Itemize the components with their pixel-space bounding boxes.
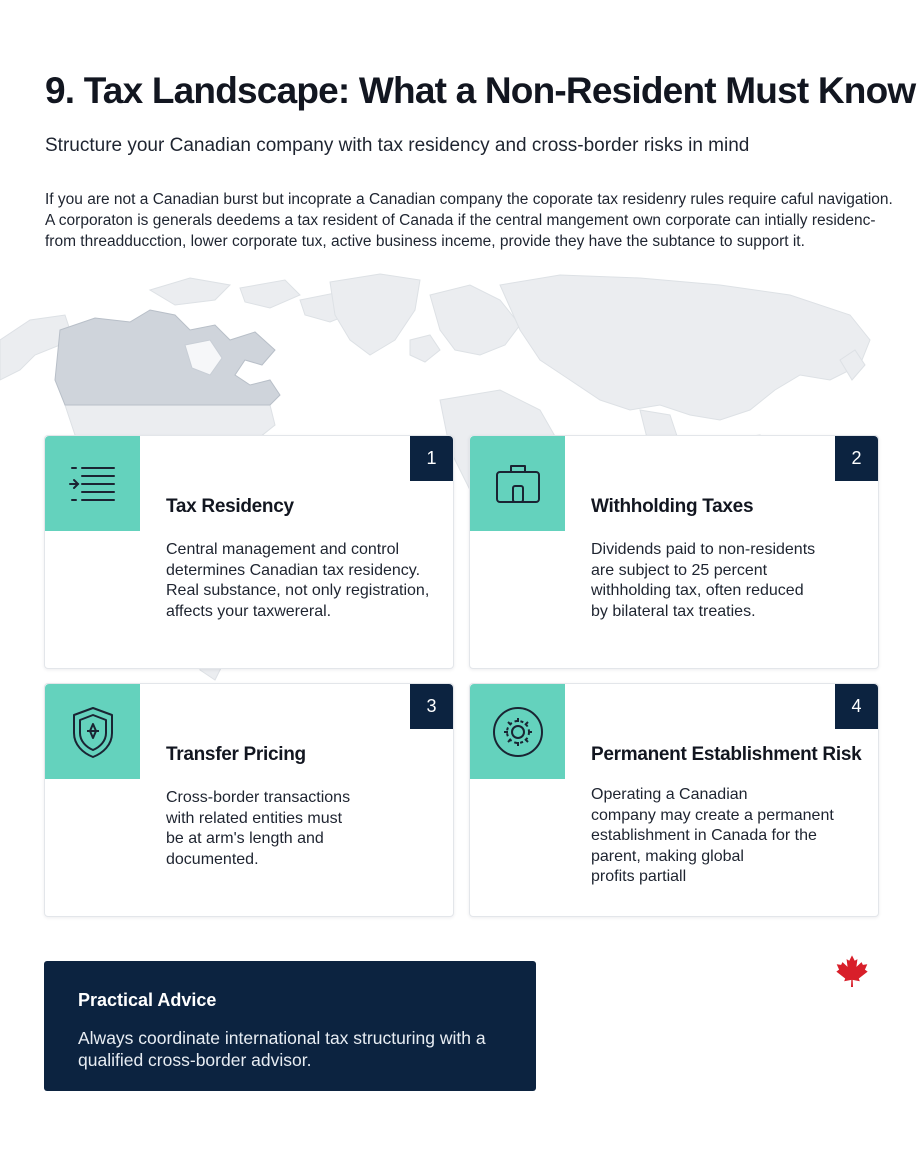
gear-icon xyxy=(491,705,545,759)
card-text-line: affects your taxwereral. xyxy=(166,602,332,620)
card-tax-residency xyxy=(44,435,454,669)
briefcase-icon xyxy=(494,462,542,506)
advice-title: Practical Advice xyxy=(78,990,217,1010)
card-title: Permanent Establishment Risk xyxy=(591,744,862,765)
advice-text-line: qualified cross-border advisor. xyxy=(78,1050,312,1070)
card-number-badge: 1 xyxy=(410,436,453,481)
card-text-line: determines Canadian tax residency. xyxy=(166,561,421,579)
card-text-line: Central management and control xyxy=(166,541,400,558)
card-icon-box xyxy=(45,436,140,531)
page-subtitle: Structure your Canadian company with tax residency and cross-border risks in mind xyxy=(45,135,750,156)
shield-icon xyxy=(70,705,116,759)
card-description xyxy=(166,540,429,622)
advice-text-line: Always coordinate international tax structuring with a xyxy=(78,1028,486,1048)
maple-leaf-icon xyxy=(835,954,869,988)
card-text-line: Dividends paid to non-residents xyxy=(591,541,816,558)
card-text-line: be at arm's length and xyxy=(166,830,324,847)
card-text-line: profits partiall xyxy=(591,868,687,885)
card-title: Transfer Pricing xyxy=(166,744,306,765)
card-description xyxy=(591,540,815,622)
card-text-line: Cross-border transactions xyxy=(166,789,351,806)
card-description xyxy=(591,785,834,888)
card-transfer-pricing xyxy=(44,683,454,917)
list-lines-icon xyxy=(66,464,120,504)
card-title: Withholding Taxes xyxy=(591,496,754,517)
card-text-line: establishment in Canada for the xyxy=(591,827,817,844)
card-icon-box xyxy=(470,684,565,779)
intro-line: If you are not a Canadian burst but incoprate a Canadian company the coporate tax residenry rules require caful navigation. xyxy=(45,191,893,208)
intro-paragraph xyxy=(45,189,893,252)
card-text-line: withholding tax, often reduced xyxy=(591,582,804,599)
card-permanent-establishment xyxy=(469,683,879,917)
card-text-line: with related entities must xyxy=(166,809,343,827)
card-text-line: Operating a Canadian xyxy=(591,786,748,803)
card-number-badge: 4 xyxy=(835,684,878,729)
intro-line: from threadducction, lower corporate tux, active business inceme, provide they have the subtance to support it. xyxy=(45,233,805,250)
card-number-badge: 2 xyxy=(835,436,878,481)
advice-text xyxy=(78,1027,486,1071)
card-text-line: parent, making global xyxy=(591,847,744,865)
card-text-line: by bilateral tax treaties. xyxy=(591,602,756,620)
card-text-line: are subject to 25 percent xyxy=(591,561,768,579)
canada-highlight xyxy=(55,310,280,405)
card-icon-box xyxy=(470,436,565,531)
intro-line: A corporaton is generals deedems a tax resident of Canada if the central mangement own corporate can intially residenc- xyxy=(45,212,876,229)
card-text-line: documented. xyxy=(166,850,259,868)
page-title: 9. Tax Landscape: What a Non-Resident Must Know xyxy=(45,70,916,111)
card-text-line: Real substance, not only registration, xyxy=(166,582,430,599)
card-icon-box xyxy=(45,684,140,779)
card-description xyxy=(166,788,350,870)
card-text-line: company may create a permanent xyxy=(591,806,834,824)
card-number-badge: 3 xyxy=(410,684,453,729)
card-title: Tax Residency xyxy=(166,496,294,517)
practical-advice-box xyxy=(44,961,536,1091)
card-withholding-taxes xyxy=(469,435,879,669)
